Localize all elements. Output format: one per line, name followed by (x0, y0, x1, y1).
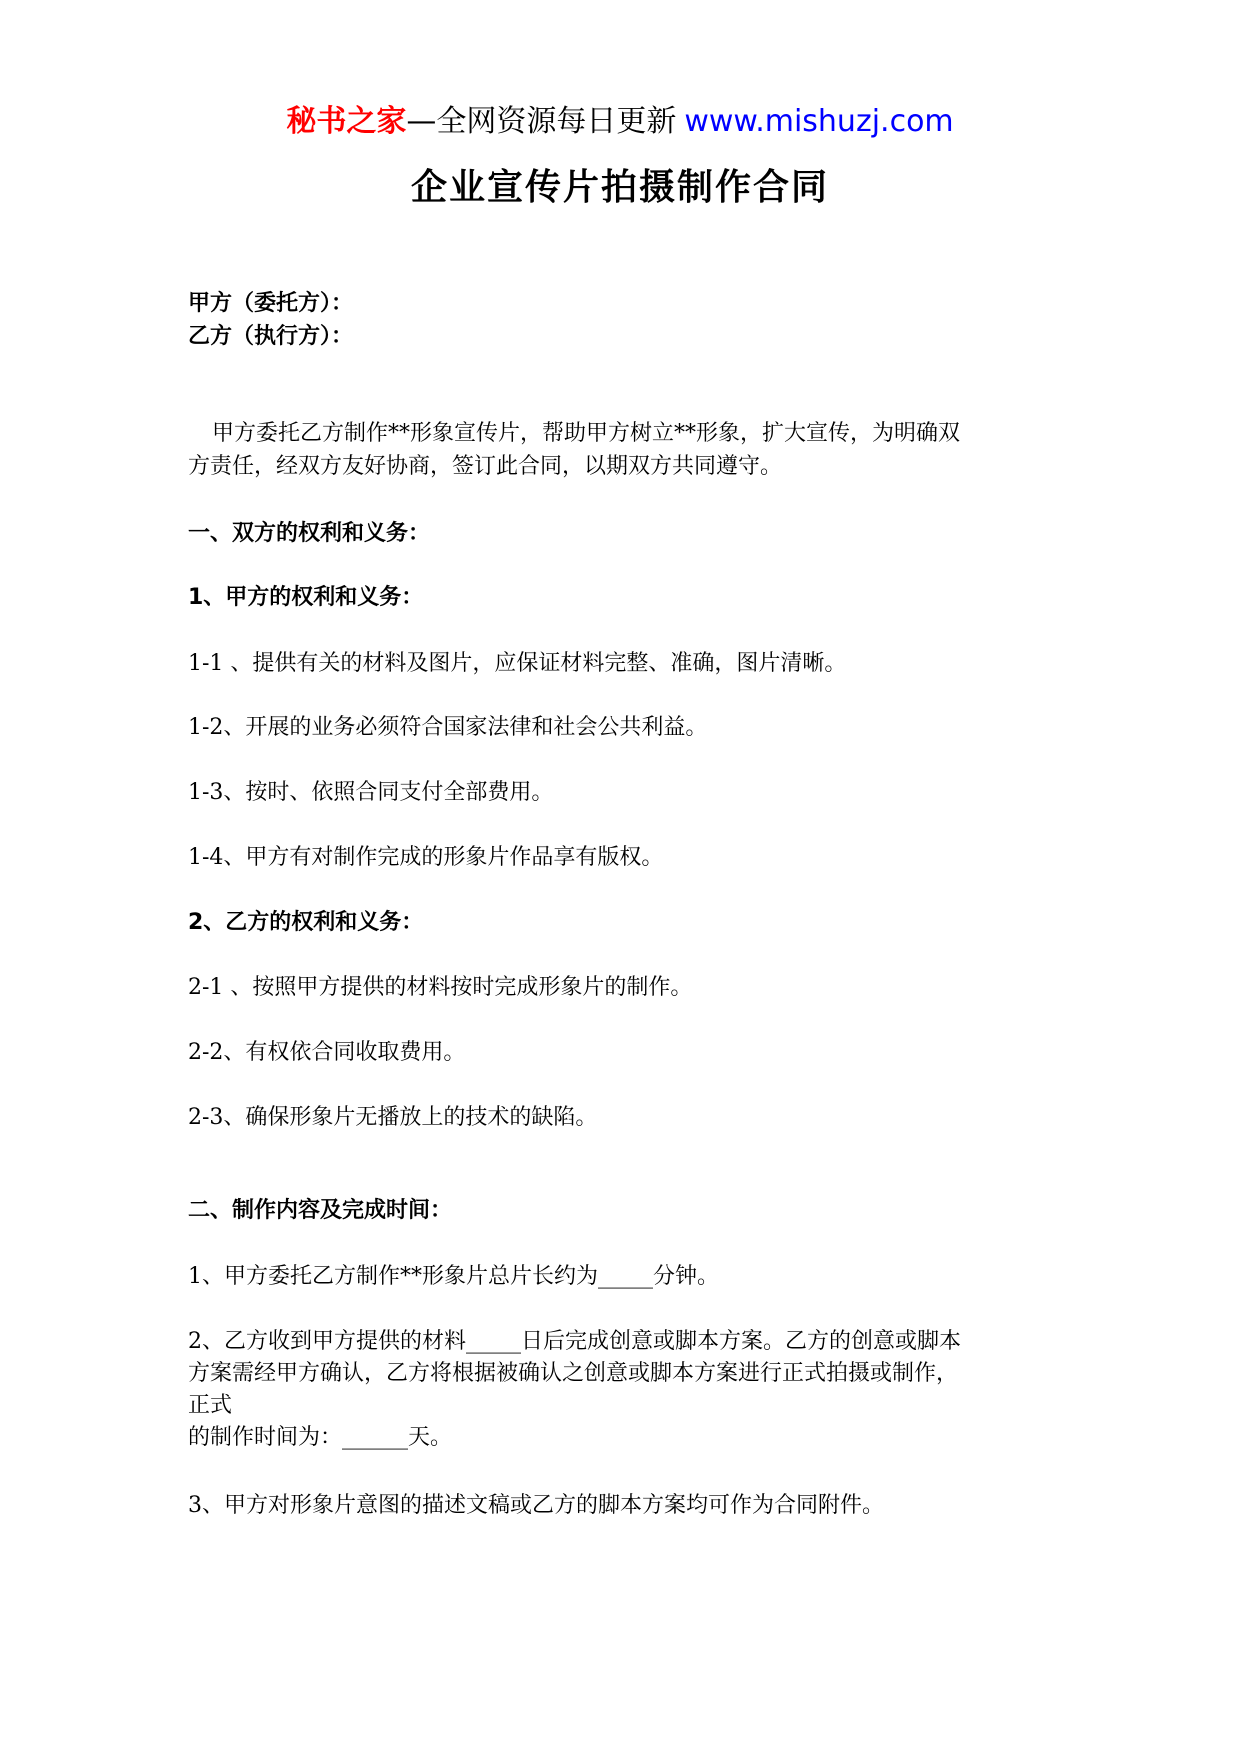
clause-1-4: 1-4、甲方有对制作完成的形象片作品享有版权。 (188, 845, 664, 870)
clause-2-2: 2-2、有权依合同收取费用。 (188, 1040, 466, 1065)
clause-2-1: 2-1 、按照甲方提供的材料按时完成形象片的制作。 (188, 975, 693, 1000)
intro-paragraph-line-1: 甲方委托乙方制作**形象宣传片，帮助甲方树立**形象，扩大宣传，为明确双 (212, 421, 961, 446)
section-1-sub-1-heading: 1、甲方的权利和义务： (188, 585, 424, 610)
section-1-heading: 一、双方的权利和义务： (188, 521, 431, 546)
section-2-heading: 二、制作内容及完成时间： (188, 1198, 453, 1223)
section-2-item-2-line-1: 2、乙方收到甲方提供的材料_____日后完成创意或脚本方案。乙方的创意或脚本 (188, 1329, 961, 1354)
section-2-item-2-line-3: 正式 (188, 1393, 233, 1418)
clause-1-3: 1-3、按时、依照合同支付全部费用。 (188, 780, 554, 805)
header-brand: 秘书之家 (286, 104, 407, 139)
intro-paragraph-line-2: 方责任，经双方友好协商，签订此合同，以期双方共同遵守。 (188, 454, 783, 479)
header-url-link[interactable]: www.mishuzj.com (684, 104, 954, 139)
party-b-label: 乙方（执行方）： (188, 324, 354, 349)
section-2-item-2-line-2: 方案需经甲方确认，乙方将根据被确认之创意或脚本方案进行正式拍摄或制作， (188, 1361, 959, 1386)
document-title: 企业宣传片拍摄制作合同 (410, 167, 829, 208)
section-2-item-3: 3、甲方对形象片意图的描述文稿或乙方的脚本方案均可作为合同附件。 (188, 1493, 884, 1518)
clause-2-3: 2-3、确保形象片无播放上的技术的缺陷。 (188, 1105, 598, 1130)
clause-1-1: 1-1 、提供有关的材料及图片，应保证材料完整、准确，图片清晰。 (188, 651, 847, 676)
header-slogan: —全网资源每日更新 (406, 104, 677, 139)
party-a-label: 甲方（委托方）： (188, 291, 354, 316)
clause-1-2: 1-2、开展的业务必须符合国家法律和社会公共利益。 (188, 715, 708, 740)
section-2-item-1: 1、甲方委托乙方制作**形象片总片长约为_____分钟。 (188, 1264, 719, 1289)
section-1-sub-2-heading: 2、乙方的权利和义务： (188, 910, 424, 935)
section-2-item-2-line-4: 的制作时间为：______天。 (188, 1425, 453, 1450)
site-header (0, 100, 1240, 144)
